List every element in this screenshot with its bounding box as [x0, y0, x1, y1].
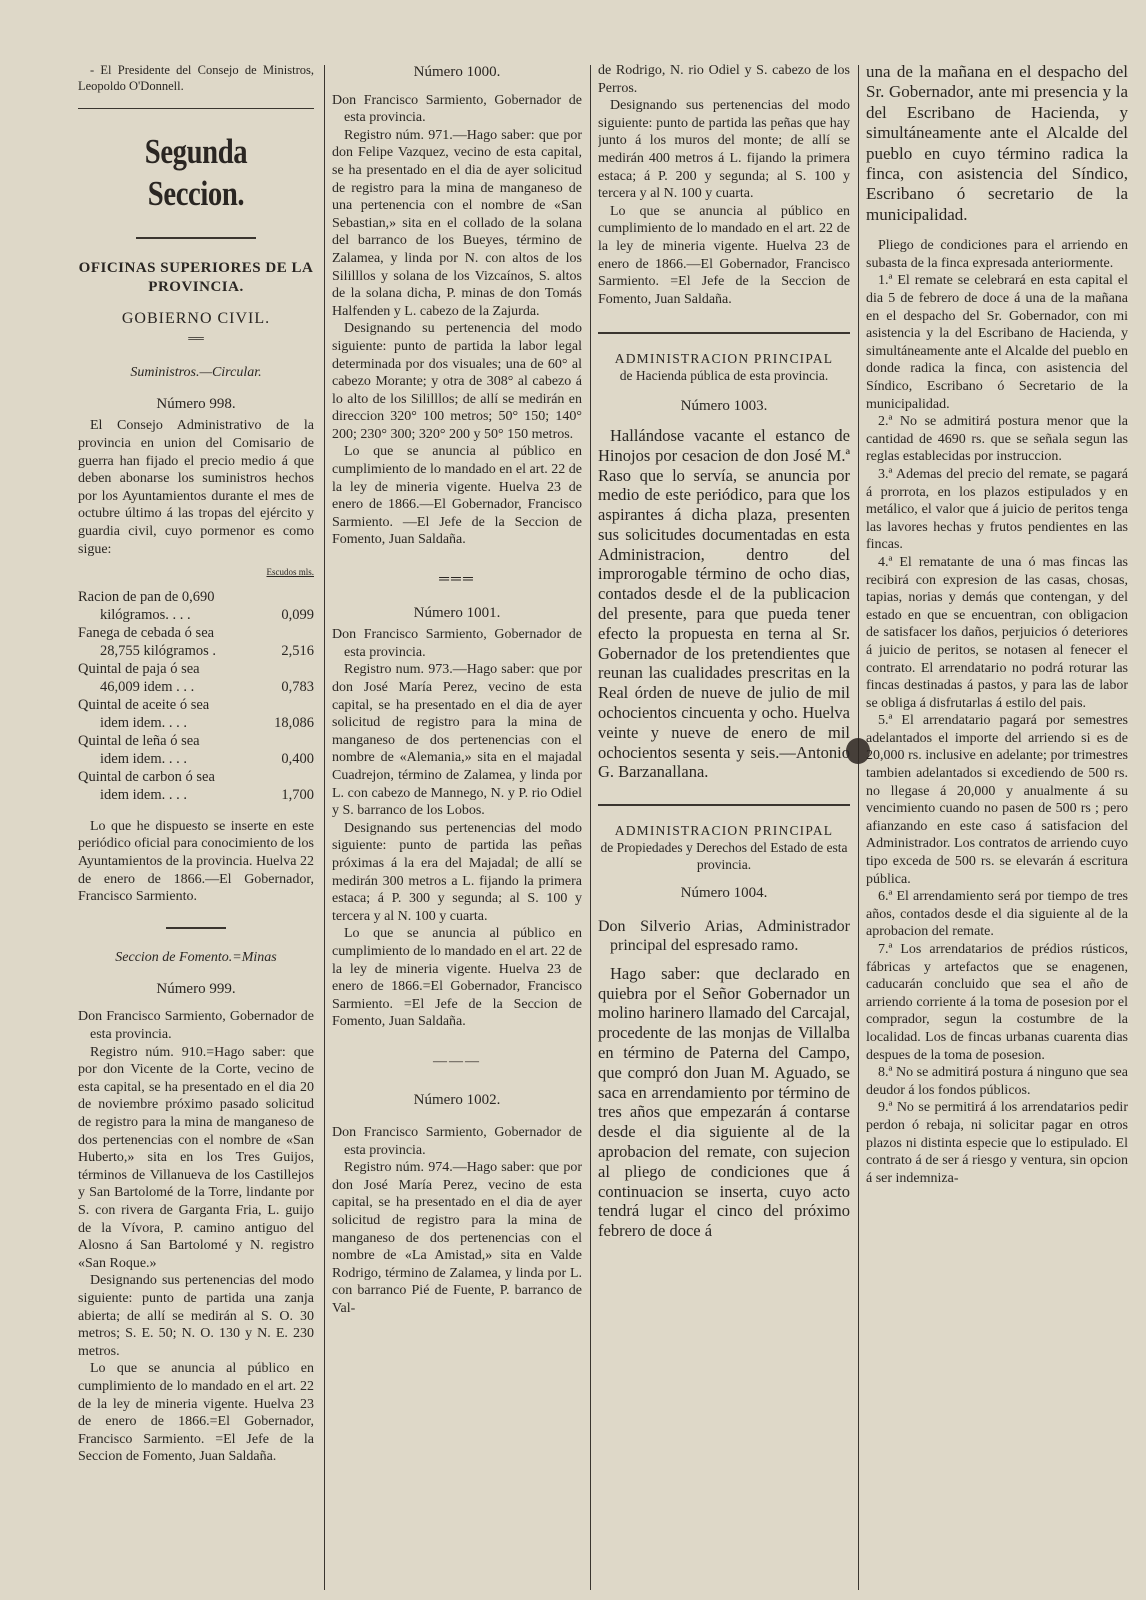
notice-paragraph: El Consejo Administrativo de la provincia en union del Comisario de guerra han fijado el precio medio á que deben abonarse los suministros hechos por los Ayuntamientos durante el mes de octubre último á las tropas del ejército y guardia civil, cuyo pormenor es como sigue: [78, 418, 314, 557]
divider [598, 804, 850, 806]
price-item: Fanega de cebada ó sea 28,755 kilógramos . 2,516 [78, 624, 314, 659]
ornament [78, 229, 314, 247]
notice-paragraph: Lo que se anuncia al público en cumplimiento de lo mandado en el art. 22 de la ley de mineria vigente. Huelva 23 de enero de 1866.—El Gobernador, Francisco Sarmiento. =El Jefe de la Seccion de Fomento, Juan Saldaña. [598, 203, 850, 307]
separator: ——— [433, 1053, 481, 1069]
divider [598, 332, 850, 334]
price-table [78, 588, 314, 804]
notice-number: Número 1002. [413, 1092, 501, 1109]
notice-paragraph: de Rodrigo, N. rio Odiel y S. cabezo de los Perros. [598, 63, 850, 96]
price-item: Quintal de carbon ó sea idem idem. . . . 1,700 [78, 768, 314, 803]
condition-item: 8.ª No se admitirá postura á ninguno que sea deudor á los fondos públicos. [866, 1065, 1128, 1098]
notice-paragraph: Registro núm. 971.—Hago saber: que por don Felipe Vazquez, vecino de esta capital, se ha presentado en el dia de ayer solicitud de registro para la mina de manganeso de una pertenencia con el nombre de «San Sebastian,» sita en el collado de la solana del barranco de los Bueyes, término de Zalamea, y linda por N. con altos de los Sililllos y solana de los Vizcaínos, S. altos de la solana dicha, P. minas de don Tomás Halfenden y L. cabezo de la Zajurda. [332, 127, 582, 319]
notice-number: Número 1001. [413, 604, 501, 621]
notice-paragraph: Designando su pertenencia del modo siguiente: punto de partida la labor legal determinada por dos visuales; una de 60° al cabezo Morante; y otra de 308° al cabezo á lo alto de los Sililllos; de allí se medirán en direccion 320° 100 metros; 50° 150; 140° 200; 230° 300; 320° 200 y 50° 150 metros. [332, 321, 582, 442]
department-heading: OFICINAS SUPERIORES DE LA PROVINCIA. [78, 259, 314, 295]
notice-header: Don Francisco Sarmiento, Gobernador de esta provincia. [78, 1009, 314, 1043]
notice-paragraph: Lo que se anuncia al público en cumplimiento de lo mandado en el art. 22 de la ley de mineria vigente. Huelva 23 de enero de 1866.=El Gobernador, Francisco Sarmiento. =El Jefe de la Seccion de Fomento, Juan Saldaña. [78, 1361, 314, 1465]
notice-paragraph: Lo que he dispuesto se inserte en este periódico oficial para conocimiento de los Ayuntamientos de la provincia. Huelva 22 de enero de 1866.—El Gobernador, Francisco Sarmiento. [78, 818, 314, 905]
column-1 [78, 62, 314, 1590]
column-rule [590, 65, 591, 1590]
condition-item: 2.ª No se admitirá postura menor que la cantidad de 4690 rs. que se señala segun las reglas establecidas por instruccion. [866, 414, 1128, 465]
notice-paragraph: Designando sus pertenencias del modo siguiente: punto de partida las peñas próximas á la era del Majadal; de allí se medirán 300 metros a L. fijando la primera estaca; á P. 300 y segunda; al S. 100 y tercera y al N. 100 y cuarta. [332, 820, 582, 924]
notice-number: Número 1003. [680, 398, 768, 415]
notice-paragraph: Designando sus pertenencias del modo siguiente: punto de partida las peñas que hay junto á los muros del monte; de allí se medirán 400 metros á L. fijando la primera estaca; á P. 200 y segunda; al S. 100 y tercera y al N. 100 y cuarta. [598, 98, 850, 202]
notice-paragraph: Lo que se anuncia al público en cumplimiento de lo mandado en el art. 22 de la ley de mineria vigente. Huelva 23 de enero de 1866.—El Gobernador, Francisco Sarmiento. —El Jefe de la Seccion de Fomento, Juan Saldaña. [332, 444, 582, 548]
administration-subtitle: de Propiedades y Derechos del Estado de esta provincia. [600, 840, 848, 873]
prelude-text: - El Presidente del Consejo de Ministros, Leopoldo O'Donnell. [78, 63, 314, 93]
notice-paragraph: Lo que se anuncia al público en cumplimiento de lo mandado en el art. 22 de la ley de mineria vigente. Huelva 23 de enero de 1866.=El Gobernador, Francisco Sarmiento. =El Jefe de la Seccion de Fomento, Juan Saldaña. [332, 926, 582, 1030]
circular-heading: Suministros.—Circular. [130, 365, 262, 381]
column-2 [332, 62, 582, 1590]
fomento-heading: Seccion de Fomento.=Minas [115, 950, 277, 966]
notice-paragraph: Hallándose vacante el estanco de Hinojos por cesacion de don José M.ª Raso que lo servía, se anuncia por medio de este periódico, para que los aspirantes á dicha plaza, presenten sus solicitudes documentadas en esta Administracion, dentro del improrogable término de ocho dias, contados desde el de la publicacion del presente, para que pueda tener efecto la propuesta en terna al Sr. Gobernador de los pretendientes que reunan las cualidades prescritas en la Real órden de nueve de julio de mil ochocientos cincuenta y ocho. Huelva veinte y nueve de enero de mil ochocientos sesenta y seis.—Antonio G. Barzanallana. [598, 425, 850, 782]
section-title: Segunda Seccion. [144, 132, 248, 213]
column-3 [598, 62, 850, 1590]
price-item: Racion de pan de 0,690 kilógramos. . . . 0,099 [78, 588, 314, 623]
condition-item: 9.ª No se permitirá á los arrendatarios pedir perdon ó rebaja, ni solicitar pagar en otros plazos ni distinta especie que lo estipulado. El contrato á de ser á riesgo y ventura, sin opcion á ser indemniza- [866, 1100, 1128, 1186]
notice-paragraph: Registro núm. 910.=Hago saber: que por don Vicente de la Corte, vecino de esta capital, se ha presentado en el dia 20 de noviembre próximo pasado solicitud de registro para la mina de manganeso de dos pertenencias con el nombre de «San Huberto,» sita en los Tres Guijos, términos de Villanueva de los Castillejos y San Bartolomé de la Torre, lindante por S. con rivera de Garganta Fria, L. guijo de la Vívora, P. camino antiguo del Alosno á San Bartolomé y N. registro «San Roque.» [78, 1044, 314, 1271]
notice-paragraph: una de la mañana en el despacho del Sr. Gobernador, ante mi presencia y la del Escribano de Hacienda, y simultáneamente ante el Alcalde del pueblo en cuyo término radica la finca, con asistencia del Síndico, Escribano ó secretario de la municipalidad. [866, 62, 1128, 224]
ornament [78, 920, 314, 938]
price-item: Quintal de leña ó sea idem idem. . . . 0,400 [78, 732, 314, 767]
ornament: ══ [188, 332, 204, 345]
price-item: Quintal de aceite ó sea idem idem. . . . 18,086 [78, 696, 314, 731]
notice-header: Don Francisco Sarmiento, Gobernador de esta provincia. [332, 627, 582, 660]
administration-heading [598, 350, 850, 384]
notice-number: Número 998. [156, 395, 236, 412]
administration-title: ADMINISTRACION PRINCIPAL [614, 823, 834, 839]
condition-item: 7.ª Los arrendatarios de prédios rústicos, fábricas y artefactos que se enagenen, caducarán concluido que sea el año de arriendo corriente á la toma de posesion por el comprador, segun la costumbre de la localidad. Los de fincas urbanas cuarenta dias despues de la toma de posesion. [866, 942, 1128, 1063]
notice-number: Número 1000. [413, 64, 501, 80]
column-rule [324, 65, 325, 1590]
condition-item: 1.ª El remate se celebrará en esta capital el dia 5 de febrero de doce á una de la mañana en el despacho del Sr. Gobernador, con mi asistencia y la del Escribano de Hacienda, y simultáneamente ante el Alcalde del pueblo en donde radica la finca, con asistencia del Síndico, Escribano ó Secretario de la municipalidad. [866, 273, 1128, 412]
administration-title: ADMINISTRACION PRINCIPAL [614, 351, 834, 367]
notice-header: Don Francisco Sarmiento, Gobernador de esta provincia. [332, 92, 582, 126]
notice-paragraph: Registro num. 973.—Hago saber: que por don José María Perez, vecino de esta capital, se ha presentado en el dia de ayer solicitud de registro para la mina de manganeso de dos pertenencias con el nombre de «Alemania,» sita en el majadal Cuadrejon, término de Zalamea, y linda por L. con cabezo de Mannego, N. y P. rio Odiel y S. barranco de los Lobos. [332, 662, 582, 819]
notice-paragraph: Hago saber: que declarado en quiebra por el Señor Gobernador un molino harinero llamado del Carcajal, procedente de las monjas de Villalba en término de Paterna del Campo, que compró don Juan M. Aguado, se saca en arrendamiento por término de tres años que empezarán á contarse desde el dia siguiente al de la aprobacion del remate, con sujecion al pliego de condiciones que á continuacion se inserta, cuyo acto tendrá lugar el cinco del próximo febrero de doce á [598, 963, 850, 1241]
condition-item: 5.ª El arrendatario pagará por semestres adelantados el importe del arriendo si es de 20,000 rs. inclusive en adelante; por trimestres tambien adelantados si excediendo de 500 rs. no llegase á 20,000 y anualmente á su vencimiento cuando no pasen de 500 rs ; pero afianzando en este caso á satisfacion del Administrador. Los contratos de arriendo cuyo tipo exceda de 500 rs. se elevarán á escritura pública. [866, 713, 1128, 887]
column-4 [866, 62, 1128, 1590]
notice-paragraph: Registro núm. 974.—Hago saber: que por don José María Perez, vecino de esta capital, se ha presentado en el dia de ayer solicitud de registro para la mina de manganeso de dos pertenencias con el nombre de «La Amistad,» sita en Valde Rodrigo, término de Zalamea, y linda por L. con barranco Pié de Fuente, P. barranco de Val- [332, 1160, 582, 1316]
divider [78, 108, 314, 109]
condition-item: 4.ª El rematante de una ó mas fincas las recibirá con expresion de las casas, chosas, tapias, norias y demás que contengan, y del estado en que se encuentran, con obligacion de satisfacer los daños, perjuicios ó deteriores á juicio de peritos, se notasen al fenecer el contrato. El arrendatario no podrá roturar las fincas destinadas á pastos, y para las de labor se obliga á disfrutarlas á estilo del pais. [866, 554, 1128, 711]
notice-header: Don Silverio Arias, Administrador principal del espresado ramo. [598, 917, 850, 955]
condition-item: 6.ª El arrendamiento será por tiempo de tres años, contados desde el dia siguiente al de la aprobacion del remate. [866, 889, 1128, 940]
government-heading: GOBIERNO CIVIL. [121, 309, 271, 327]
condition-item: 3.ª Ademas del precio del remate, se pagará á prorrota, en los plazos estipulados y en metálico, el valor que á juicio de peritos tenga las lavores hechas y frutos pendientes en las fincas. [866, 466, 1128, 553]
notice-number: Número 1004. [680, 885, 768, 902]
column-rule [858, 65, 859, 1590]
pliego-heading: Pliego de condiciones para el arriendo en subasta de la finca expresada anteriormente. [866, 238, 1128, 271]
administration-heading [598, 822, 850, 873]
notice-paragraph: Designando sus pertenencias del modo siguiente: punto de partida una zanja abierta; de allí se medirán al S. O. 30 metros; S. E. 50; N. O. 130 y N. E. 230 metros. [78, 1273, 314, 1359]
price-item: Quintal de paja ó sea 46,009 idem . . . 0,783 [78, 660, 314, 695]
separator: ═══ [439, 572, 475, 588]
notice-number: Número 999. [156, 980, 236, 997]
notice-header: Don Francisco Sarmiento, Gobernador de esta provincia. [332, 1125, 582, 1158]
units-label: Escudos mls. [266, 567, 314, 578]
administration-subtitle: de Hacienda pública de esta provincia. [619, 368, 829, 384]
